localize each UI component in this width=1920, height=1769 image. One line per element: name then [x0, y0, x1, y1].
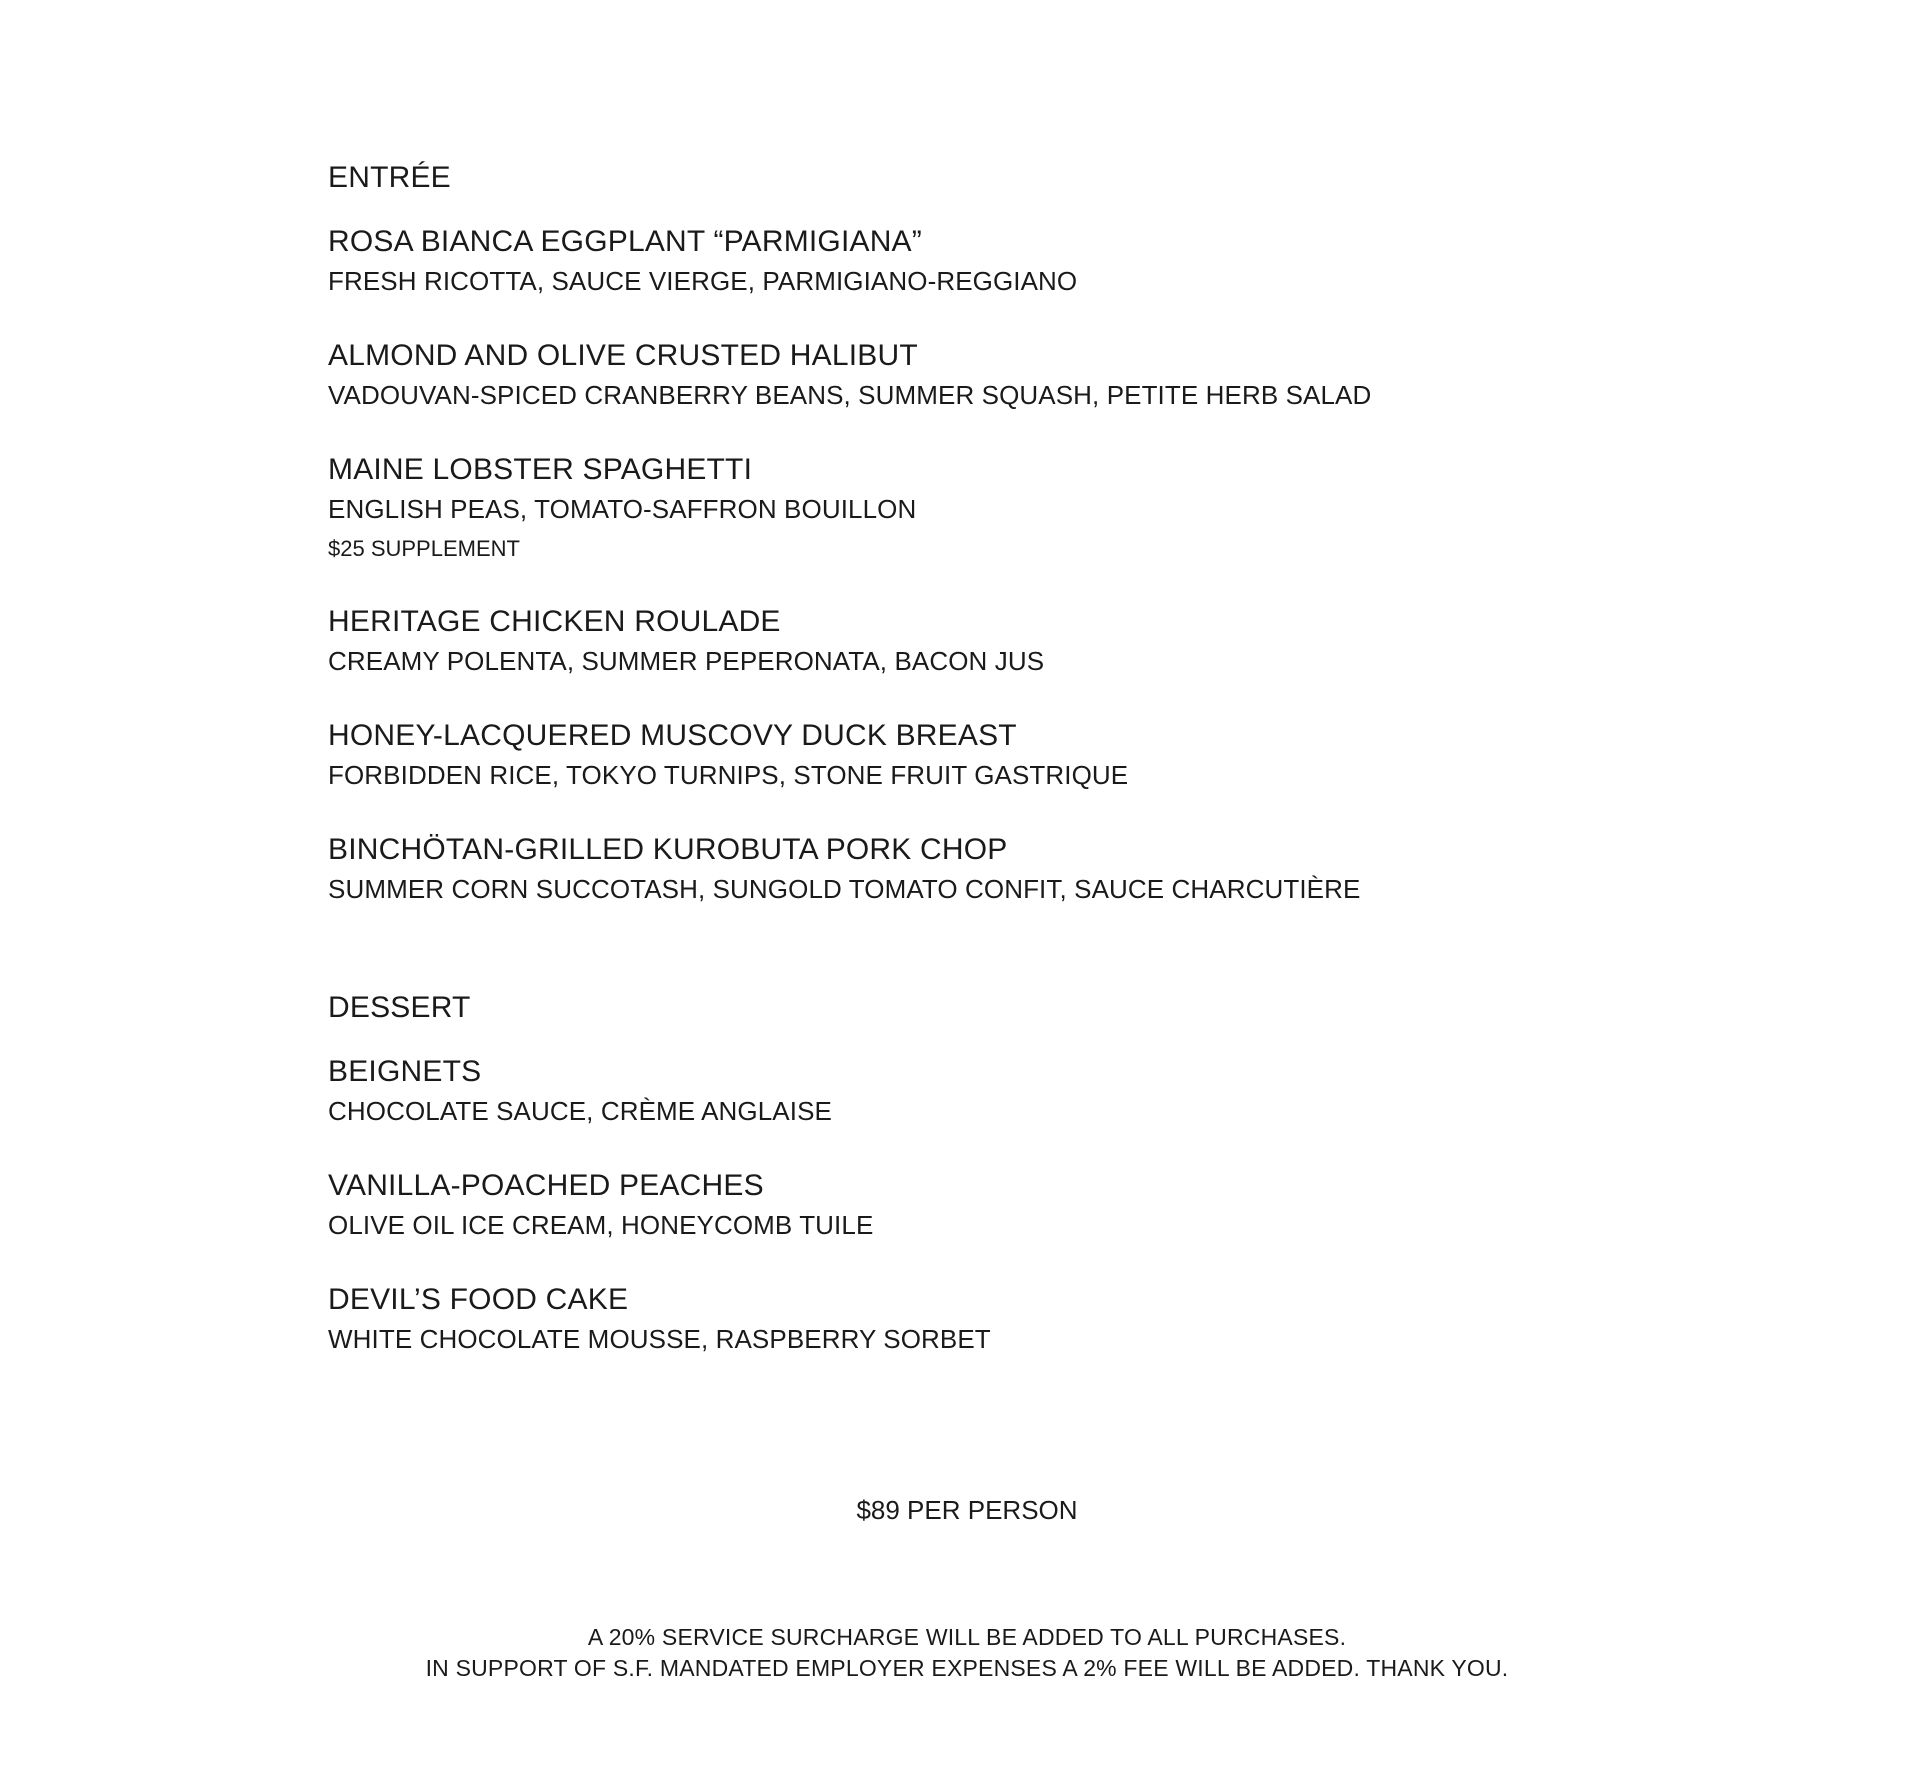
footer-notice [0, 1622, 1920, 1684]
item-name: HONEY-LACQUERED MUSCOVY DUCK BREAST [328, 719, 1017, 752]
dessert-section [328, 990, 1608, 1356]
price-per-person: $89 PER PERSON [856, 1495, 1078, 1525]
section-heading: ENTRÉE [328, 161, 451, 194]
menu-item [328, 338, 1608, 412]
menu-item [328, 832, 1608, 906]
fee-notice: IN SUPPORT OF S.F. MANDATED EMPLOYER EXPENSES A 2% FEE WILL BE ADDED. THANK YOU. [425, 1655, 1509, 1681]
item-description: OLIVE OIL ICE CREAM, HONEYCOMB TUILE [328, 1210, 874, 1240]
menu-item [328, 604, 1608, 678]
menu-item [328, 718, 1608, 792]
item-description: CREAMY POLENTA, SUMMER PEPERONATA, BACON JUS [328, 646, 1045, 676]
item-description: WHITE CHOCOLATE MOUSSE, RASPBERRY SORBET [328, 1324, 991, 1354]
item-name: DEVIL’S FOOD CAKE [328, 1283, 629, 1316]
entree-section [328, 160, 1608, 906]
item-name: BINCHÖTAN-GRILLED KUROBUTA PORK CHOP [328, 833, 1008, 866]
item-description: CHOCOLATE SAUCE, CRÈME ANGLAISE [328, 1096, 832, 1126]
menu [328, 160, 1608, 1356]
surcharge-notice: A 20% SERVICE SURCHARGE WILL BE ADDED TO ALL PURCHASES. [587, 1624, 1347, 1650]
menu-item [328, 1168, 1608, 1242]
item-name: HERITAGE CHICKEN ROULADE [328, 605, 781, 638]
item-description: VADOUVAN-SPICED CRANBERRY BEANS, SUMMER SQUASH, PETITE HERB SALAD [328, 380, 1372, 410]
item-name: VANILLA-POACHED PEACHES [328, 1169, 764, 1202]
menu-item [328, 452, 1608, 564]
item-name: MAINE LOBSTER SPAGHETTI [328, 453, 753, 486]
menu-item [328, 224, 1608, 298]
item-name: BEIGNETS [328, 1055, 482, 1088]
item-description: FRESH RICOTTA, SAUCE VIERGE, PARMIGIANO-REGGIANO [328, 266, 1078, 296]
item-supplement-note: $25 SUPPLEMENT [328, 536, 520, 561]
item-description: FORBIDDEN RICE, TOKYO TURNIPS, STONE FRUIT GASTRIQUE [328, 760, 1129, 790]
menu-item [328, 1054, 1608, 1128]
item-description: ENGLISH PEAS, TOMATO-SAFFRON BOUILLON [328, 494, 917, 524]
item-description: SUMMER CORN SUCCOTASH, SUNGOLD TOMATO CONFIT, SAUCE CHARCUTIÈRE [328, 874, 1361, 904]
item-name: ALMOND AND OLIVE CRUSTED HALIBUT [328, 339, 918, 372]
item-name: ROSA BIANCA EGGPLANT “PARMIGIANA” [328, 225, 922, 258]
section-heading: DESSERT [328, 991, 471, 1024]
menu-item [328, 1282, 1608, 1356]
